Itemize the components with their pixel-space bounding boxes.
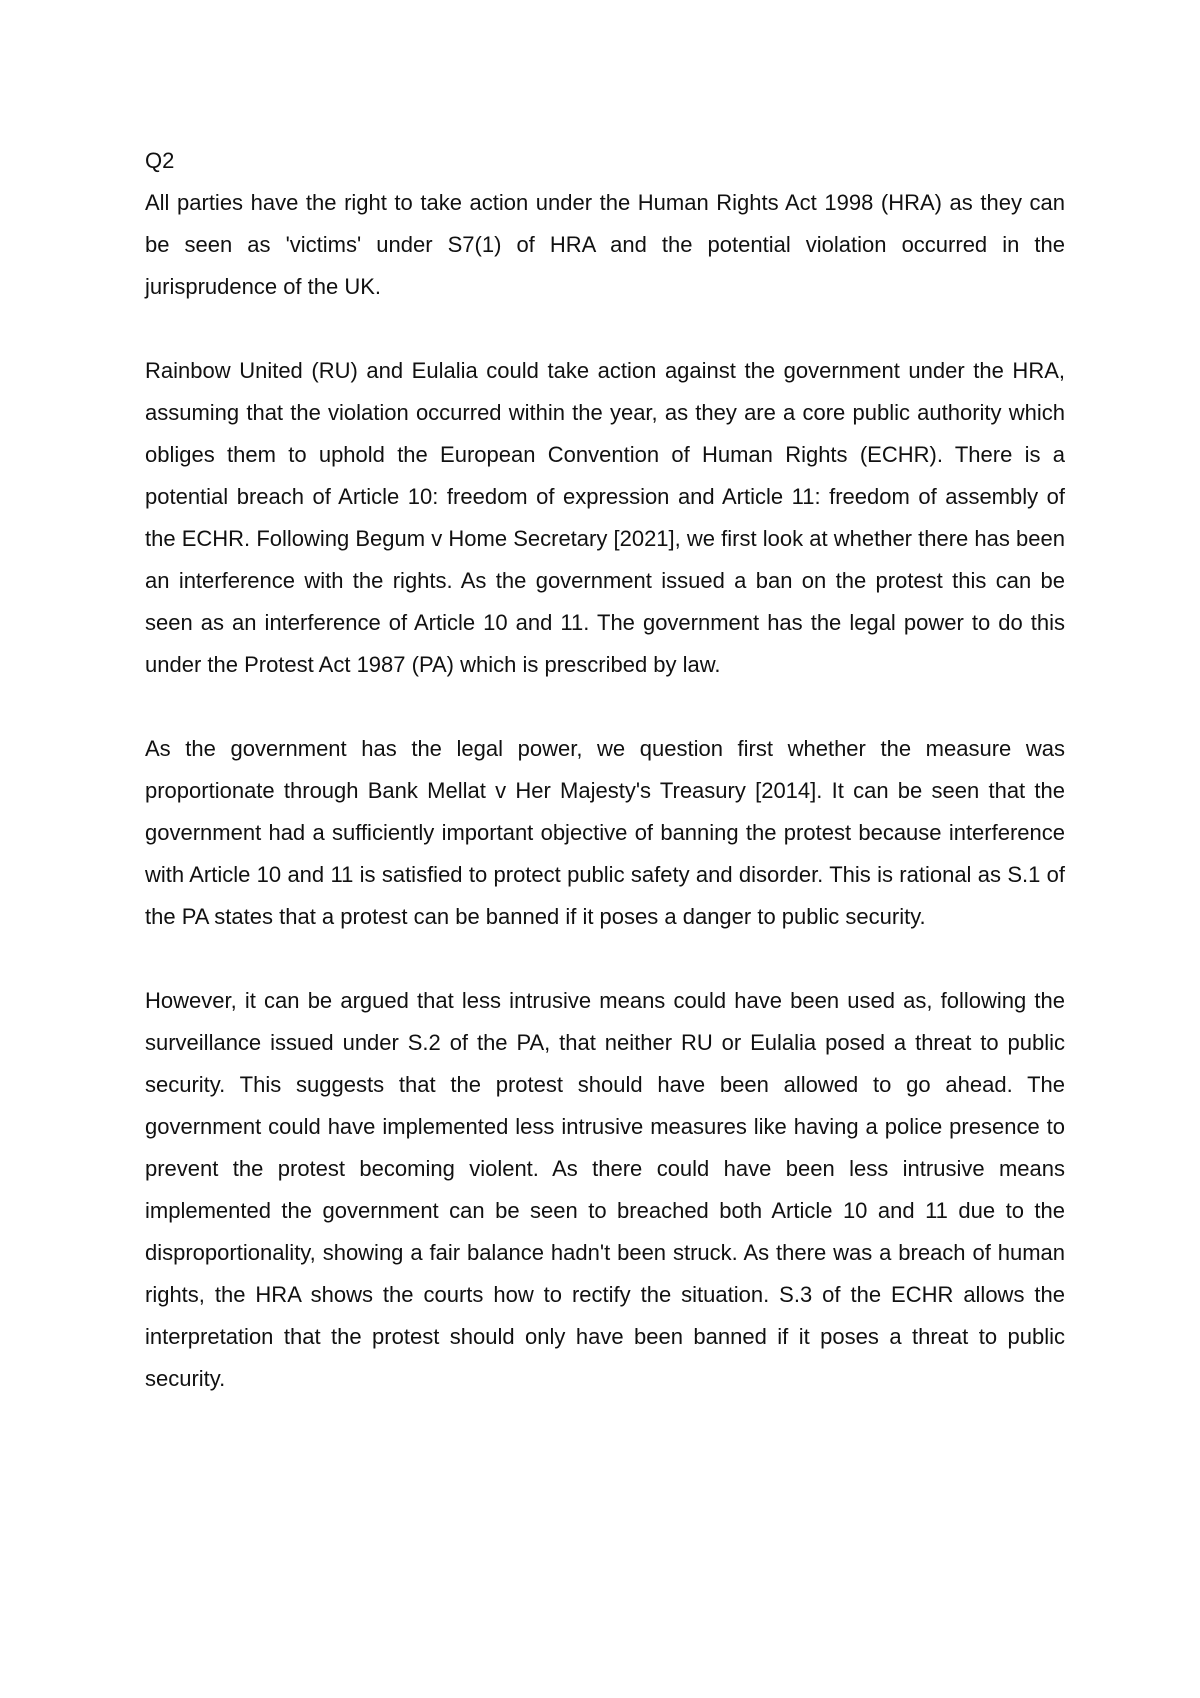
paragraph-proportionality: As the government has the legal power, we question first whether the measure was proportionate through Bank Mellat v Her Majesty's Treasury [2014]. It can be seen that the government had a sufficiently important objective of banning the protest because interference with Article 10 and 11 is satisfied to protect public safety and disorder. This is rational as S.1 of the PA states that a protest can be banned if it poses a danger to public security. xyxy=(145,736,1065,929)
paragraph-intro: All parties have the right to take action under the Human Rights Act 1998 (HRA) as they can be seen as 'victims' under S7(1) of HRA and the potential violation occurred in the jurisprudence of the UK. xyxy=(145,190,1065,299)
paragraph-article-10-11: Rainbow United (RU) and Eulalia could take action against the government under the HRA, assuming that the violation occurred within the year, as they are a core public authority which obliges them to uphold the European Convention of Human Rights (ECHR). There is a potential breach of Article 10: freedom of expression and Article 11: freedom of assembly of the ECHR. Following Begum v Home Secretary [2021], we first look at whether there has been an interference with the rights. As the government issued a ban on the protest this can be seen as an interference of Article 10 and 11. The government has the legal power to do this under the Protest Act 1987 (PA) which is prescribed by law. xyxy=(145,358,1065,677)
question-heading: Q2 xyxy=(145,148,175,173)
paragraph-less-intrusive-means: However, it can be argued that less intrusive means could have been used as, following the surveillance issued under S.2 of the PA, that neither RU or Eulalia posed a threat to public security. This suggests that the protest should have been allowed to go ahead. The government could have implemented less intrusive measures like having a police presence to prevent the protest becoming violent. As there could have been less intrusive means implemented the government can be seen to breached both Article 10 and 11 due to the disproportionality, showing a fair balance hadn't been struck. As there was a breach of human rights, the HRA shows the courts how to rectify the situation. S.3 of the ECHR allows the interpretation that the protest should only have been banned if it poses a threat to public security. xyxy=(145,988,1065,1391)
